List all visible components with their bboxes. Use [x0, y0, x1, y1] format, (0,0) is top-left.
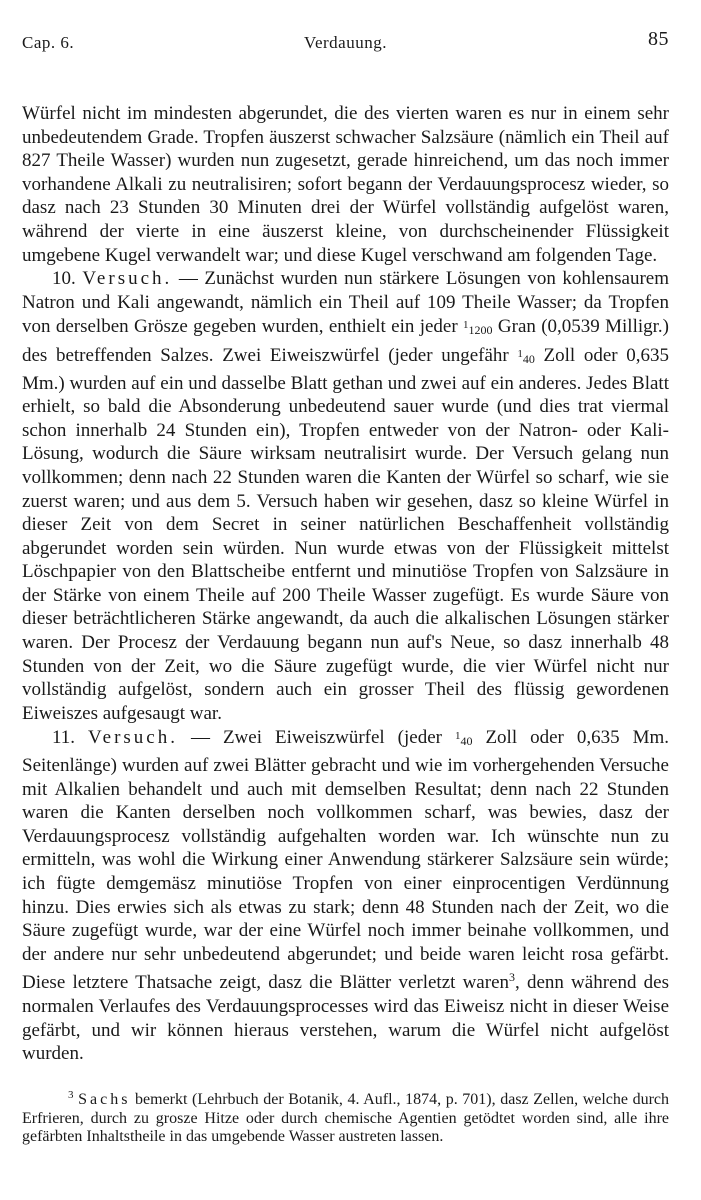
paragraph-text: — Zwei Eiweiszwürfel (jeder	[190, 727, 442, 749]
chapter-label: Cap. 6.	[22, 33, 75, 52]
experiment-label: Versuch.	[88, 727, 178, 749]
experiment-label: Versuch.	[82, 268, 173, 290]
paragraph-experiment-11	[22, 725, 669, 1065]
fraction: $^1$1200	[463, 319, 493, 338]
paragraph-text: , denn während des normalen Verlaufes des Verdauungsprocesses wird das Eiweisz nicht in dieser Weise gefärbt, und wir können hieraus verstehen, warum die Würfel nicht aufgelöst wurden.	[22, 972, 669, 1065]
footnote-text: bemerkt (Lehrbuch der Botanik, 4. Aufl., 1874, p. 701), dasz Zellen, welche durch Erfrieren, durch zu grosze Hitze oder durch chemische Agentien getödtet worden sind, alle ihre gefärbten Inhaltstheile in das umgebende Wasser austreten lassen.	[22, 1090, 670, 1146]
paragraph-text: — Zunächst wurden nun stärkere Lösungen von kohlensaurem Natron und Kali angewandt, nämlich ein Theil auf 109 Theile Wasser; da Tropfen von derselben Grösze gegeben wurden, enthielt ein jeder	[22, 268, 670, 338]
footnote	[22, 1086, 669, 1147]
page-number: 85	[648, 28, 669, 50]
paragraph-text: Gran (0,0539 Milligr.) des betreffenden Salzes. Zwei Eiweiszwürfel (jeder ungefähr	[22, 316, 669, 366]
fraction: $^1$40	[454, 730, 473, 749]
footnote-reference: 3	[509, 970, 516, 985]
paragraph-1: Würfel nicht im mindesten abgerundet, die des vierten waren es nur in einem sehr unbedeutendem Grade. Tropfen äuszerst schwacher Salzsäure (nämlich ein Theil auf 827 Theile Wasser) wurden nun zugesetzt, gerade hinreichend, um das noch immer vorhandene Alkali zu neutralisiren; sofort begann der Verdauungsprocesz wieder, so dasz nach 23 Stunden 30 Minuten drei der Würfel vollständig aufgelöst waren, während der vierte in eine äuszerst kleine, von durchscheinender Flüssigkeit umgebene Kugel verwandelt war; und diese Kugel verschwand am folgenden Tage.	[22, 103, 669, 266]
body-text	[22, 102, 669, 1066]
experiment-number: 10.	[52, 268, 76, 290]
footnote-author: Sachs	[78, 1090, 131, 1108]
running-title: Verdauung.	[304, 33, 387, 52]
experiment-number: 11.	[52, 727, 76, 749]
paragraph-experiment-10	[22, 267, 669, 725]
fraction: $^1$40	[517, 347, 535, 366]
paragraph-text: Zoll oder 0,635 Mm.) wurden auf ein und dasselbe Blatt gethan und zwei auf ein anderes. Jedes Blatt erhielt, so bald die Absonderung unbedeutend sauer wurde (und dies trat viermal schon innerhalb 24 Stunden ein), Tropfen entweder von der Natron- oder Kali-Lösung, wodurch die Säure wirksam neutralisirt wurde. Der Versuch gelang nun vollkommen; denn nach 22 Stunden waren die Kanten der Würfel so scharf, wie sie zuerst waren; und aus dem 5. Versuch haben wir gesehen, dasz so kleine Würfel in dieser Zeit von dem Secret in seiner natürlichen Beschaffenheit vollständig abgerundet worden sein würden. Nun wurde etwas von der Flüssigkeit mittelst Löschpapier von den Blattscheibe entfernt und minutiöse Tropfen von Salzsäure in der Stärke von einem Theile auf 200 Theile Wasser zugefügt. Es wurde Säure von dieser beträchtlicheren Stärke angewandt, da auch die alkalischen Lösungen stärker waren. Der Procesz der Verdauung begann nun auf's Neue, so dasz innerhalb 48 Stunden von der Zeit, wo die Säure zugefügt wurde, die vier Würfel nicht nur vollständig aufgelöst, sondern auch ein grosser Theil des flüssig gewordenen Eiweiszes aufgesaugt war.	[22, 344, 670, 724]
running-header	[22, 28, 669, 64]
paragraph-text: Zoll oder 0,635 Mm. Seitenlänge) wurden auf zwei Blätter gebracht und wie im vorhergehenden Versuche mit Alkalien behandelt und auch mit demselben Resultat; denn nach 22 Stunden waren die Kanten derselben noch vollkommen scharf, was bewies, dasz der Verdauungsprocesz vollständig aufgehalten worden war. Ich wünschte nun zu ermitteln, was wohl die Wirkung einer Anwendung stärkerer Salzsäure sein würde; ich fügte demgemäsz minutiöse Tropfen von einer einprocentigen Verdünnung hinzu. Dies erwies sich als etwas zu stark; denn 48 Stunden nach der Zeit, wo die Säure zugefügt wurde, war der eine Würfel noch immer beinahe vollkommen, und der andere nur sehr unbedeutend abgerundet; und beide waren leicht rosa gefärbt. Diese letztere Thatsache zeigt, dasz die Blätter verletzt waren	[22, 727, 669, 994]
footnote-mark: 3	[68, 1088, 74, 1101]
